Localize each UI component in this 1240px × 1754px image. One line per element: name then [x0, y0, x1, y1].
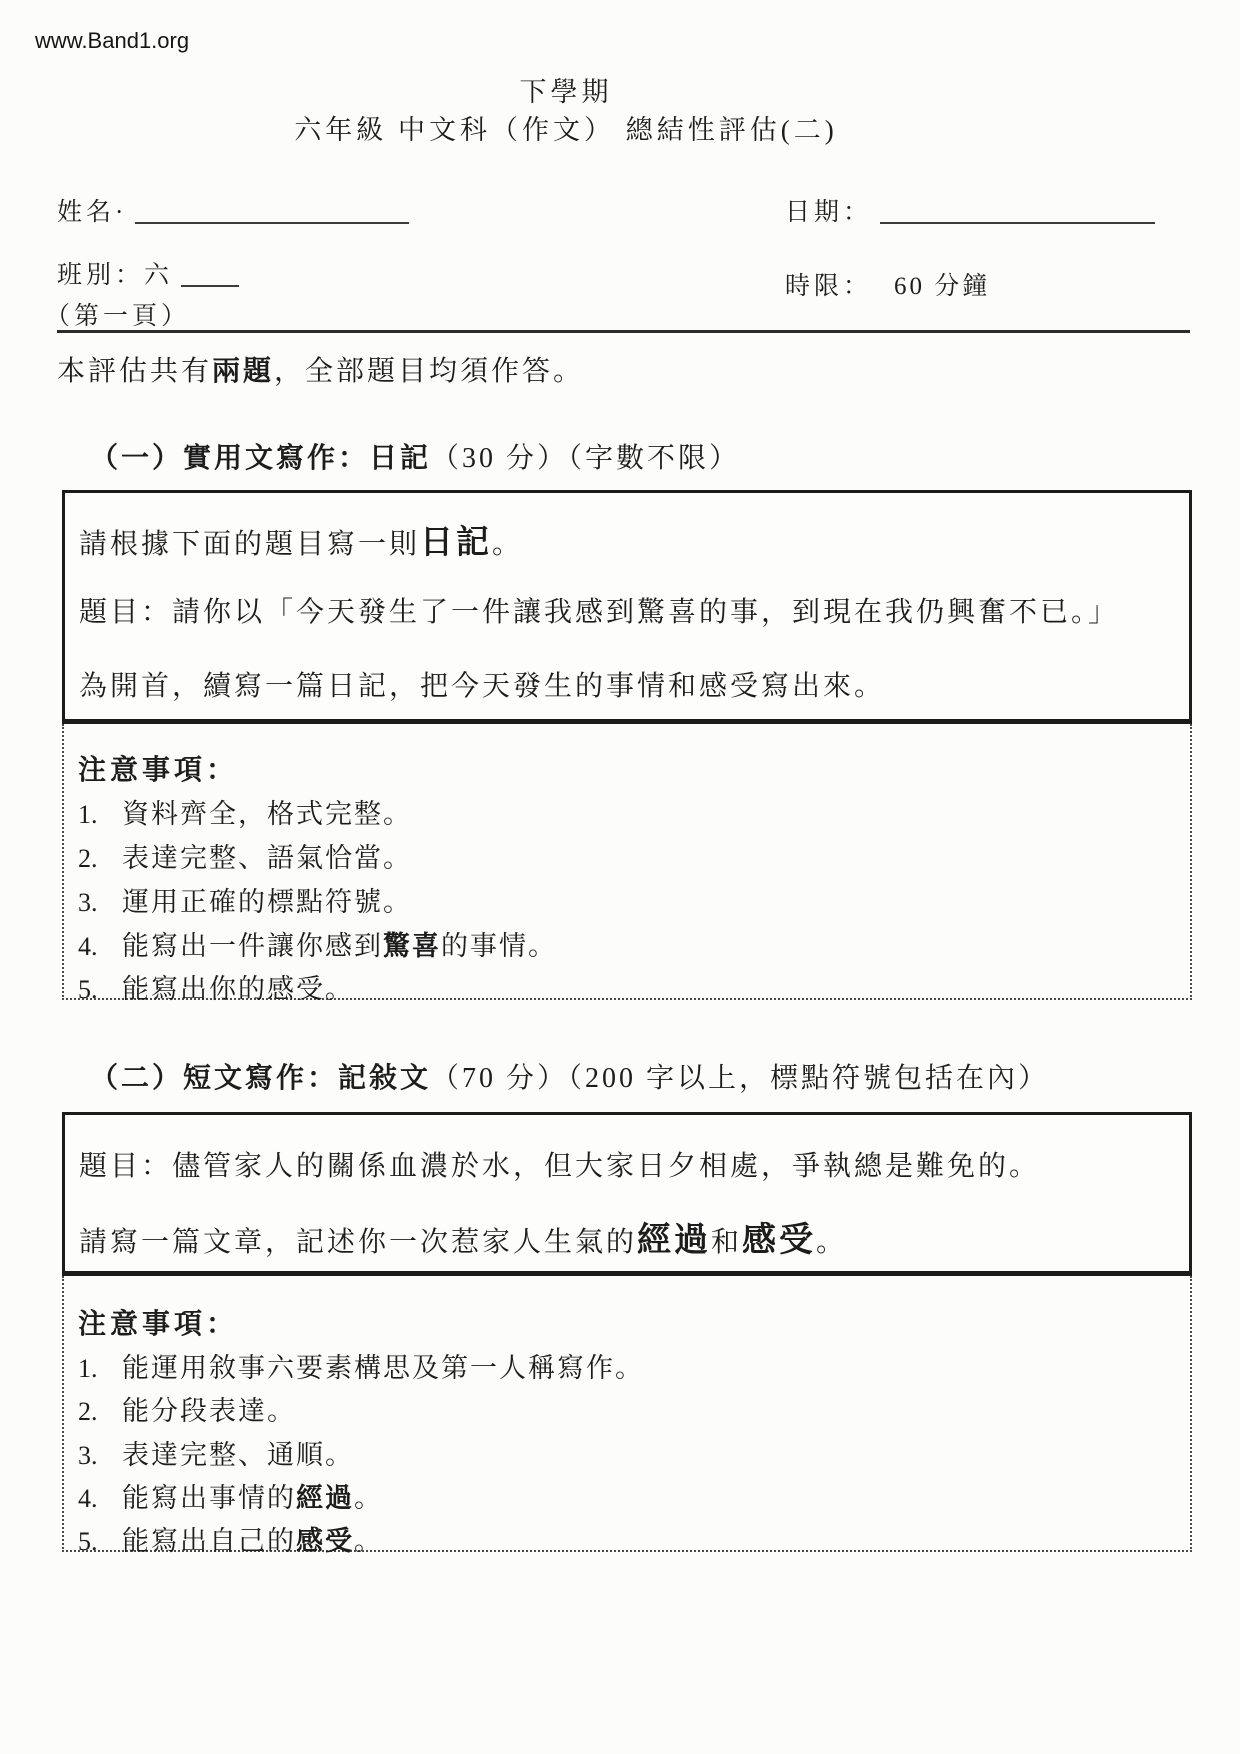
q1-note-item-4: [78, 924, 557, 963]
paper-title: 六年級 中文科（作文） 總結性評估(二): [294, 115, 838, 145]
q1-note-item-5: [78, 967, 354, 1006]
item-text-post: 。: [354, 1483, 383, 1513]
q1-prompt-line2: 題目：請你以「今天發生了一件讓我感到驚喜的事，到現在我仍興奮不已。」: [79, 597, 1120, 628]
name-row: [57, 192, 409, 228]
time-value: 60 分鐘: [894, 273, 991, 300]
q2-note-item-3: [78, 1433, 354, 1472]
q1-notes-title: 注意事項：: [78, 755, 239, 786]
q1-prompt-line1: [79, 525, 523, 563]
name-label: 姓名·: [57, 199, 128, 226]
q2-note-item-1: [78, 1346, 644, 1385]
class-row: [57, 255, 239, 291]
item-bold: 經過: [296, 1483, 354, 1513]
page-number-note: （第一頁）: [45, 303, 191, 330]
q2-notes-box: [62, 1276, 1192, 1556]
item-number: 1.: [78, 800, 98, 829]
q1-line1-pre: 請根據下面的題目寫一則: [79, 529, 421, 560]
q1-notes-box: [62, 724, 1192, 1004]
item-number: 4.: [78, 932, 98, 961]
q1-heading: [90, 436, 740, 476]
q2-line2-mid: 和: [711, 1227, 743, 1258]
item-text: 表達完整、語氣恰當。: [122, 843, 412, 873]
item-number: 5.: [78, 975, 98, 1004]
item-text: 運用正確的標點符號。: [122, 887, 412, 917]
item-text: 能運用敘事六要素構思及第一人稱寫作。: [122, 1353, 644, 1383]
item-number: 1.: [78, 1354, 98, 1383]
item-bold: 感受: [296, 1526, 354, 1556]
q1-prompt-line3: 為開首，續寫一篇日記，把今天發生的事情和感受寫出來。: [79, 671, 886, 702]
q1-note-item-2: [78, 836, 412, 875]
item-text: 能寫出事情的: [122, 1483, 296, 1513]
intro-post: ，全部題目均須作答。: [274, 356, 585, 387]
q2-prompt-line2: [79, 1221, 847, 1260]
item-number: 2.: [78, 1397, 98, 1426]
date-blank-line: [880, 204, 1155, 224]
item-bold: 驚喜: [383, 931, 441, 961]
intro-bold: 兩題: [212, 356, 275, 387]
item-text: 能寫出一件讓你感到: [122, 931, 383, 961]
time-label: 時限：: [785, 273, 873, 300]
q2-note-item-4: [78, 1476, 383, 1515]
q2-notes-title: 注意事項：: [78, 1309, 239, 1340]
item-text: 資料齊全，格式完整。: [122, 799, 412, 829]
q1-heading-rest: （30 分）（字數不限）: [431, 443, 741, 474]
q2-heading-rest: （70 分）（200 字以上，標點符號包括在內）: [431, 1063, 1050, 1094]
header-rule: [57, 330, 1190, 333]
date-label: 日期：: [785, 199, 873, 226]
q1-prompt-box: [62, 490, 1192, 724]
item-number: 4.: [78, 1484, 98, 1513]
q2-line2-bold1: 經過: [637, 1222, 712, 1259]
item-text-post: 的事情。: [441, 931, 557, 961]
term-heading: 下學期: [519, 77, 613, 107]
item-number: 5.: [78, 1527, 98, 1556]
item-text: 能寫出你的感受。: [122, 974, 354, 1004]
date-row: [785, 192, 1155, 228]
item-text: 能分段表達。: [122, 1396, 296, 1426]
intro-pre: 本評估共有: [57, 356, 213, 387]
q1-line1-bold: 日記: [420, 525, 493, 561]
q2-prompt-line1: 題目：儘管家人的關係血濃於水，但大家日夕相處，爭執總是難免的。: [79, 1151, 1041, 1182]
q2-line2-bold2: 感受: [742, 1222, 817, 1259]
class-label: 班別：六: [57, 262, 174, 289]
name-blank-line: [135, 204, 409, 224]
item-number: 3.: [78, 1441, 98, 1470]
intro-text: [57, 356, 584, 388]
q1-heading-bold: （一）實用文寫作：日記: [90, 443, 432, 474]
q2-note-item-2: [78, 1389, 296, 1428]
q1-line1-post: 。: [492, 529, 524, 560]
q2-heading-bold: （二）短文寫作：記敍文: [90, 1063, 432, 1094]
item-text-post: 。: [354, 1526, 383, 1556]
q1-note-item-3: [78, 880, 412, 919]
q2-line2-post: 。: [816, 1227, 848, 1258]
item-text: 能寫出自己的: [122, 1526, 296, 1556]
watermark-text: www.Band1.org: [35, 28, 190, 53]
q2-note-item-5: [78, 1519, 383, 1558]
q2-prompt-box: [62, 1112, 1192, 1276]
time-row: [785, 266, 990, 302]
q2-line2-pre: 請寫一篇文章，記述你一次惹家人生氣的: [79, 1227, 638, 1258]
class-blank-line: [181, 267, 239, 287]
q1-note-item-1: [78, 792, 412, 831]
item-number: 3.: [78, 888, 98, 917]
item-number: 2.: [78, 844, 98, 873]
q2-heading: [90, 1056, 1049, 1096]
item-text: 表達完整、通順。: [122, 1440, 354, 1470]
